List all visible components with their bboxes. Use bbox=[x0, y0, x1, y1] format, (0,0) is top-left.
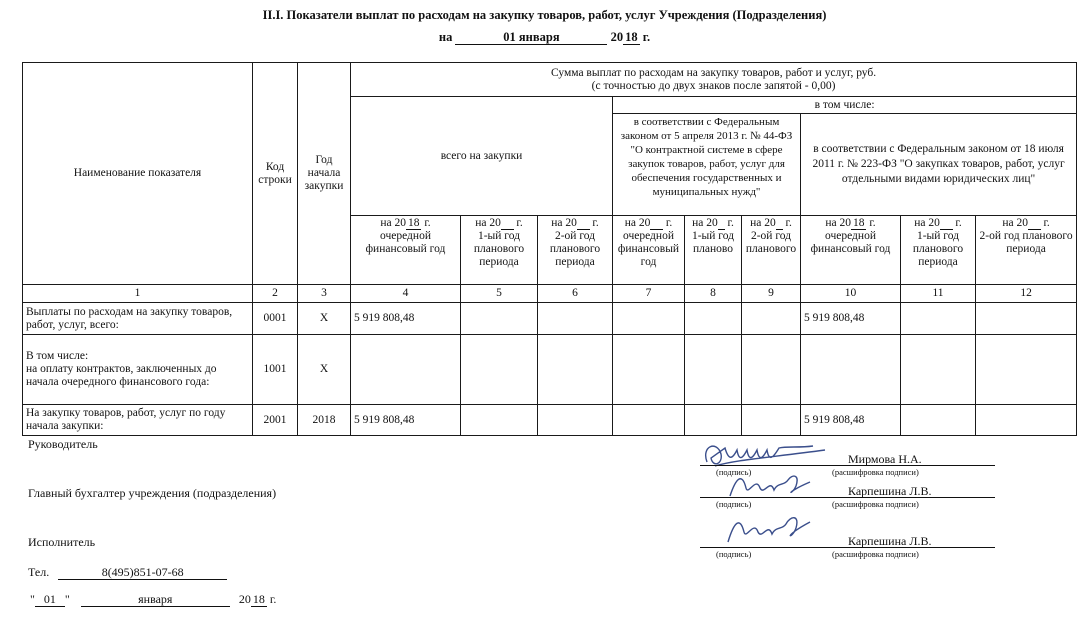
table-row bbox=[23, 303, 1077, 335]
footer-year: 18 bbox=[252, 592, 265, 606]
table-row bbox=[23, 405, 1077, 436]
row-cell bbox=[742, 335, 801, 405]
row-cell bbox=[538, 405, 613, 436]
row-cell bbox=[742, 303, 801, 335]
quote-close: " bbox=[64, 592, 70, 606]
executor-name: Карпешина Л.В. bbox=[848, 534, 932, 548]
row-name: На закупку товаров, работ, услуг по году начала закупки: bbox=[23, 405, 253, 436]
row-year: X bbox=[298, 303, 351, 335]
footer-date-line bbox=[30, 592, 276, 607]
col-number: 6 bbox=[538, 285, 613, 303]
row-cell bbox=[976, 405, 1077, 436]
form-title: II.I. Показатели выплат по расходам на закупку товаров, работ, услуг Учреждения (Подразделения) bbox=[262, 8, 827, 22]
row-cell bbox=[538, 335, 613, 405]
signature-executor bbox=[718, 510, 818, 548]
accountant-signature-line bbox=[700, 497, 995, 498]
row-223fz-current: 5 919 808,48 bbox=[801, 405, 901, 436]
header-period-first-44fz: на 20 г. 1-ый год планово bbox=[685, 216, 742, 285]
head-signature-line bbox=[700, 465, 995, 466]
row-code: 1001 bbox=[253, 335, 298, 405]
caption-sign: (подпись) bbox=[716, 467, 752, 477]
col-number: 11 bbox=[901, 285, 976, 303]
report-year: 18 bbox=[625, 30, 638, 44]
header-line-code: Код строки bbox=[253, 63, 298, 285]
col-number: 12 bbox=[976, 285, 1077, 303]
row-cell bbox=[742, 405, 801, 436]
on-label: на bbox=[438, 30, 453, 44]
col-number: 2 bbox=[253, 285, 298, 303]
accountant-label: Главный бухгалтер учреждения (подразделения) bbox=[28, 486, 277, 500]
footer-month: января bbox=[81, 592, 230, 607]
quote-open: " bbox=[30, 592, 35, 606]
header-223fz: в соответствии с Федеральным законом от 18 июля 2011 г. № 223-ФЗ "О закупках товаров, работ, услуг отдельными видами юридических лиц" bbox=[801, 114, 1077, 216]
col-number: 5 bbox=[461, 285, 538, 303]
caption-decode: (расшифровка подписи) bbox=[832, 467, 919, 477]
col-number: 10 bbox=[801, 285, 901, 303]
caption-decode: (расшифровка подписи) bbox=[832, 549, 919, 559]
header-payment-sum-line2: (с точностью до двух знаков после запятой - 0,00) bbox=[591, 79, 836, 92]
header-period-second-total: на 20 г. 2-ой год планового периода bbox=[538, 216, 613, 285]
header-payment-sum-line1: Сумма выплат по расходам на закупку товаров, работ и услуг, руб. bbox=[550, 66, 877, 79]
header-indicator-name: Наименование показателя bbox=[23, 63, 253, 285]
row-year: 2018 bbox=[298, 405, 351, 436]
tel-value: 8(495)851-07-68 bbox=[58, 565, 227, 580]
header-period-current-total: на 20 18 г. очередной финансовый год bbox=[351, 216, 461, 285]
head-name: Мирмова Н.А. bbox=[848, 452, 922, 466]
row-code: 2001 bbox=[253, 405, 298, 436]
tel-label: Тел. bbox=[28, 565, 50, 579]
col-number: 7 bbox=[613, 285, 685, 303]
header-period-second-44fz: на 20 г. 2-ой год планового bbox=[742, 216, 801, 285]
caption-sign: (подпись) bbox=[716, 499, 752, 509]
row-cell bbox=[613, 405, 685, 436]
row-year: X bbox=[298, 335, 351, 405]
footer-year-suffix: г. bbox=[269, 592, 277, 606]
payments-table bbox=[22, 62, 1077, 436]
row-223fz-current bbox=[801, 335, 901, 405]
row-cell bbox=[461, 335, 538, 405]
year-prefix: 20 bbox=[610, 30, 624, 44]
col-number: 8 bbox=[685, 285, 742, 303]
row-cell bbox=[901, 335, 976, 405]
col-number: 3 bbox=[298, 285, 351, 303]
footer-day: 01 bbox=[35, 592, 65, 607]
col-number: 4 bbox=[351, 285, 461, 303]
header-period-current-44fz: на 20 г. очередной финансовый год bbox=[613, 216, 685, 285]
caption-decode: (расшифровка подписи) bbox=[832, 499, 919, 509]
row-cell bbox=[685, 405, 742, 436]
header-including: в том числе: bbox=[613, 97, 1077, 114]
row-total bbox=[351, 335, 461, 405]
report-date: 01 января bbox=[455, 30, 607, 45]
header-period-first-223fz: на 20 г. 1-ый год планового периода bbox=[901, 216, 976, 285]
row-cell bbox=[685, 303, 742, 335]
header-44fz: в соответствии с Федеральным законом от 5 апреля 2013 г. № 44-ФЗ "О контрактной системе в сфере закупок товаров, работ, услуг для обеспечения государственных и муниципальных нужд" bbox=[613, 114, 801, 216]
row-cell bbox=[613, 303, 685, 335]
row-cell bbox=[901, 405, 976, 436]
row-name: Выплаты по расходам на закупку товаров, работ, услуг, всего: bbox=[23, 303, 253, 335]
telephone-line bbox=[28, 565, 227, 580]
footer-year-prefix: 20 bbox=[238, 592, 251, 606]
accountant-name: Карпешина Л.В. bbox=[848, 484, 932, 498]
row-223fz-current: 5 919 808,48 bbox=[801, 303, 901, 335]
col-number: 1 bbox=[23, 285, 253, 303]
header-total-purchases: всего на закупки bbox=[351, 97, 613, 216]
row-total: 5 919 808,48 bbox=[351, 405, 461, 436]
col-number: 9 bbox=[742, 285, 801, 303]
head-label: Руководитель bbox=[28, 437, 98, 451]
executor-signature-line bbox=[700, 547, 995, 548]
header-payment-sum bbox=[351, 63, 1077, 97]
table-row bbox=[23, 335, 1077, 405]
header-period-second-223fz: на 20 г. 2-ой год планового периода bbox=[976, 216, 1077, 285]
executor-label: Исполнитель bbox=[28, 535, 96, 549]
caption-sign: (подпись) bbox=[716, 549, 752, 559]
row-cell bbox=[976, 335, 1077, 405]
row-cell bbox=[901, 303, 976, 335]
row-code: 0001 bbox=[253, 303, 298, 335]
row-cell bbox=[461, 303, 538, 335]
row-cell bbox=[685, 335, 742, 405]
row-cell bbox=[976, 303, 1077, 335]
header-purchase-year: Год начала закупки bbox=[298, 63, 351, 285]
header-period-first-total: на 20 г. 1-ый год планового периода bbox=[461, 216, 538, 285]
row-cell bbox=[613, 335, 685, 405]
form-date-line bbox=[0, 30, 1089, 45]
row-cell bbox=[538, 303, 613, 335]
row-name: В том числе: на оплату контрактов, заключенных до начала очередного финансового года: bbox=[23, 335, 253, 405]
row-total: 5 919 808,48 bbox=[351, 303, 461, 335]
row-cell bbox=[461, 405, 538, 436]
year-suffix: г. bbox=[642, 30, 651, 44]
header-period-current-223fz: на 20 18 г. очередной финансовый год bbox=[801, 216, 901, 285]
